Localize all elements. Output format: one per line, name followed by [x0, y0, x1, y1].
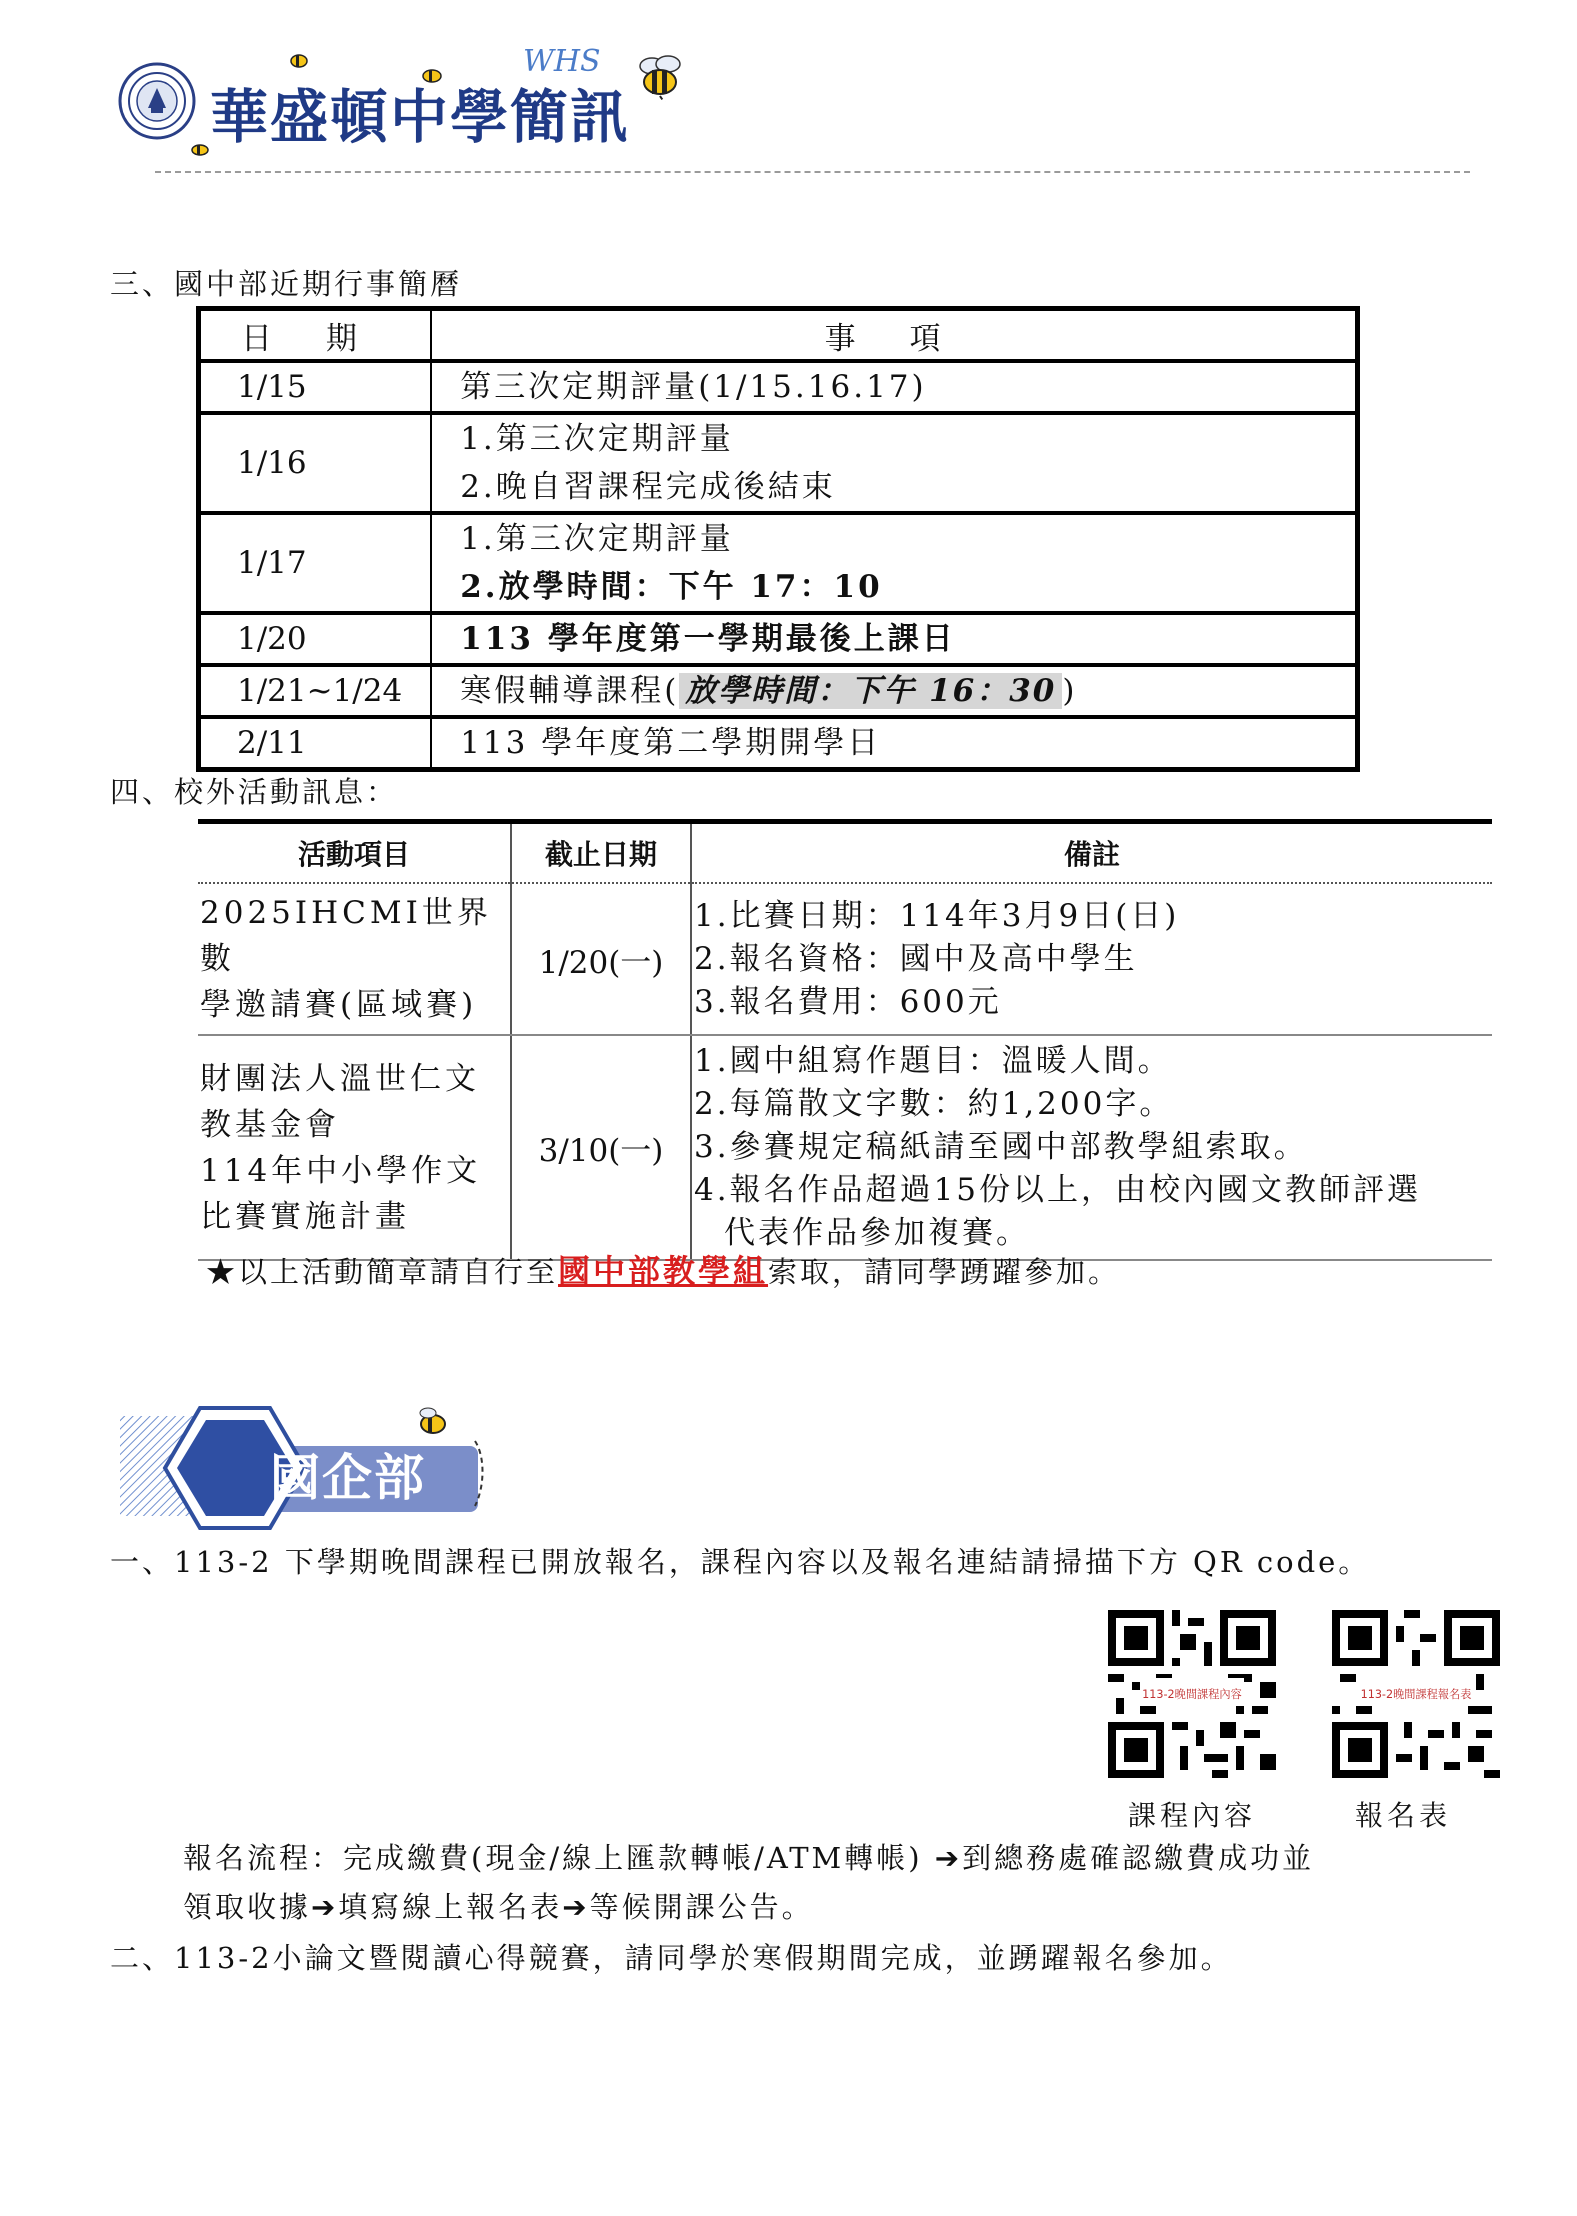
activities-header-deadline: 截止日期 — [511, 822, 691, 884]
qr1-inner-label: 113-2晚間課程內容 — [1142, 1688, 1242, 1701]
footer-prefix: ★以上活動簡章請自行至 — [206, 1255, 559, 1289]
event-suffix: ) — [1062, 673, 1078, 709]
qr-code-course-content[interactable] — [1108, 1610, 1276, 1778]
activity-name — [198, 883, 511, 1035]
qr1-caption: 課程內容 — [1128, 1799, 1257, 1832]
teaching-office-highlight: 國中部教學組 — [558, 1252, 769, 1290]
calendar-event: 1.第三次定期評量 — [460, 521, 734, 557]
school-seal-icon — [118, 62, 196, 140]
activity-name-line: 財團法人溫世仁文 — [200, 1060, 480, 1097]
essay-competition-notice: 二、113-2小論文暨閱讀心得競賽，請同學於寒假期間完成，並踴躍報名參加。 — [110, 1941, 1233, 1975]
evening-course-notice: 一、113-2 下學期晚間課程已開放報名，課程內容以及報名連結請掃描下方 QR code。 — [110, 1545, 1371, 1579]
calendar-header-date: 日 期 — [199, 309, 432, 362]
activities-section-title: 四、校外活動訊息： — [110, 775, 399, 809]
calendar-row — [199, 413, 1358, 513]
activities-header-item: 活動項目 — [198, 822, 511, 884]
calendar-event-bold: 2.放學時間：下午 17：10 — [460, 569, 883, 605]
header-divider — [155, 171, 1470, 173]
calendar-header-event: 事 項 — [431, 309, 1357, 362]
activity-name-line: 114年中小學作文 — [200, 1152, 482, 1189]
activity-note-line: 1.國中組寫作題目：溫暖人間。 — [694, 1043, 1172, 1079]
activity-note-line: 1.比賽日期：114年3月9日(日) — [694, 897, 1180, 934]
activity-notes — [691, 1035, 1492, 1260]
activity-name-line: 學邀請賽(區域賽) — [200, 987, 478, 1023]
calendar-date: 1/21~1/24 — [199, 665, 432, 717]
calendar-row — [199, 613, 1358, 665]
department-label: 國企部 — [270, 1449, 426, 1507]
small-bee-icon — [420, 64, 444, 84]
activity-name-line: 教基金會 — [200, 1106, 340, 1143]
calendar-section-title: 三、國中部近期行事簡曆 — [110, 267, 463, 301]
newsletter-header — [118, 40, 678, 170]
calendar-event: 113 學年度第二學期開學日 — [460, 725, 882, 761]
calendar-event-bold: 113 學年度第一學期最後上課日 — [460, 621, 956, 657]
activities-header-row — [198, 822, 1492, 884]
activities-footer-note — [206, 1246, 1120, 1292]
activity-note-line: 2.每篇散文字數：約1,200字。 — [694, 1086, 1174, 1122]
calendar-event — [460, 667, 1327, 715]
registration-process-line2: 領取收據➔填寫線上報名表➔等候開課公告。 — [183, 1890, 814, 1924]
activity-row — [198, 1035, 1492, 1260]
dismissal-time-highlight: 放學時間：下午 16：30 — [679, 673, 1062, 709]
newsletter-title: 華盛頓中學簡訊 — [210, 83, 631, 151]
qr2-inner-label: 113-2晚間課程報名表 — [1360, 1688, 1472, 1701]
calendar-date: 1/15 — [199, 361, 432, 413]
activity-name-line: 比賽實施計畫 — [200, 1198, 410, 1235]
activity-note-line: 2.報名資格：國中及高中學生 — [694, 940, 1138, 977]
activity-deadline: 3/10(一) — [511, 1035, 691, 1260]
calendar-event: 第三次定期評量(1/15.16.17) — [460, 369, 927, 405]
activity-note-line: 3.報名費用：600元 — [694, 983, 1002, 1020]
qr2-caption: 報名表 — [1355, 1799, 1452, 1832]
calendar-date: 1/20 — [199, 613, 432, 665]
whs-tag: WHS — [523, 44, 601, 79]
activities-header-notes: 備註 — [691, 822, 1492, 884]
qr-code-registration-form[interactable] — [1332, 1610, 1500, 1778]
calendar-event: 2.晚自習課程完成後結束 — [460, 469, 836, 505]
calendar-event: 1.第三次定期評量 — [460, 421, 734, 457]
small-bee-icon — [190, 140, 210, 157]
activity-note-line: 4.報名作品超過15份以上，由校內國文教師評選 — [694, 1172, 1422, 1208]
activity-note-line: 代表作品參加複賽。 — [724, 1215, 1030, 1251]
activity-notes — [691, 883, 1492, 1035]
calendar-row — [199, 665, 1358, 717]
activity-name — [198, 1035, 511, 1260]
calendar-row — [199, 717, 1358, 770]
activity-row — [198, 883, 1492, 1035]
activities-table — [198, 819, 1492, 1261]
bee-icon — [630, 52, 690, 102]
small-bee-icon — [288, 50, 310, 68]
calendar-row — [199, 513, 1358, 613]
registration-process-line1: 報名流程：完成繳費(現金/線上匯款轉帳/ATM轉帳) ➔到總務處確認繳費成功並 — [183, 1841, 1315, 1875]
activity-deadline: 1/20(一) — [511, 883, 691, 1035]
activity-name-line: 2025IHCMI世界數 — [200, 895, 492, 977]
calendar-table — [196, 306, 1360, 772]
calendar-date: 2/11 — [199, 717, 432, 770]
calendar-header-row — [199, 309, 1358, 362]
calendar-row — [199, 361, 1358, 413]
calendar-date: 1/16 — [199, 413, 432, 513]
footer-suffix: 索取，請同學踴躍參加。 — [768, 1255, 1121, 1289]
activity-note-line: 3.參賽規定稿紙請至國中部教學組索取。 — [694, 1129, 1308, 1165]
event-prefix: 寒假輔導課程( — [460, 673, 680, 709]
department-banner — [110, 1396, 490, 1536]
calendar-date: 1/17 — [199, 513, 432, 613]
